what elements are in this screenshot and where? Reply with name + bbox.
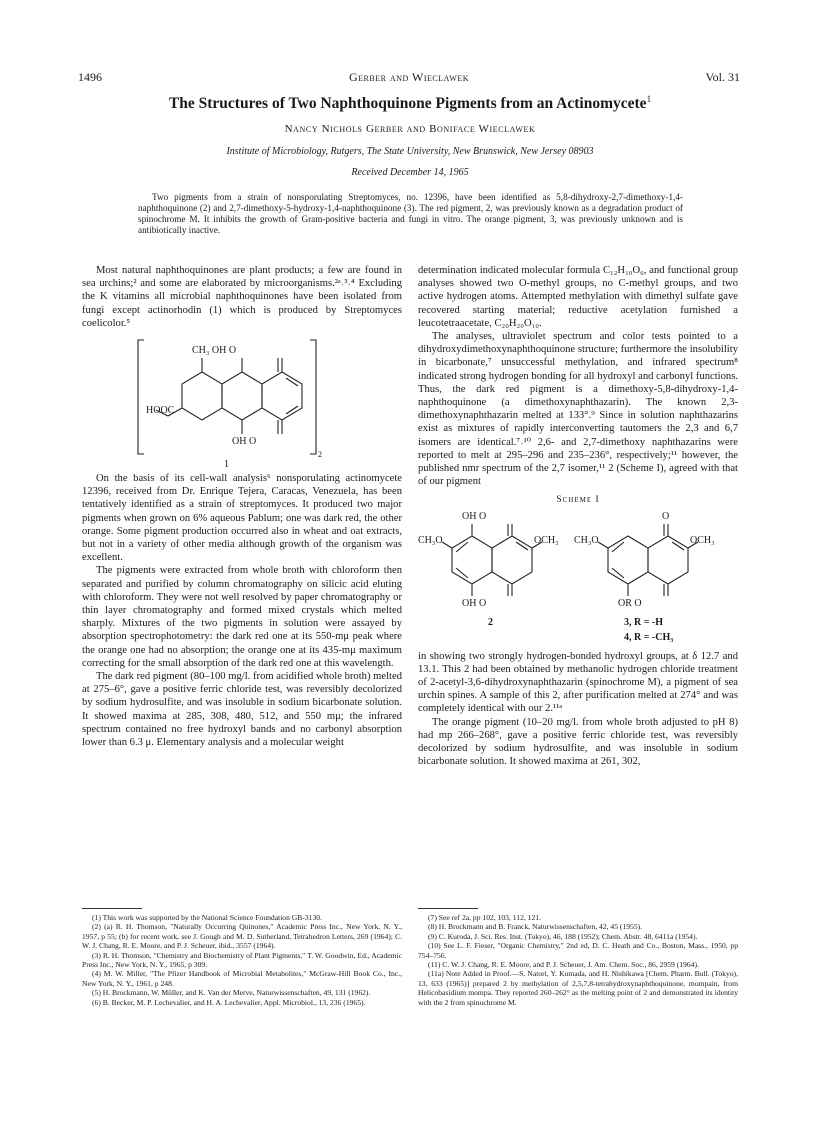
structure-actinorhodin: [82, 332, 402, 472]
c2-bottom-label: OH O: [462, 597, 487, 609]
c3-number: 3, R = -H: [624, 616, 664, 628]
footnotes-right: [418, 913, 738, 1007]
footnote: (9) C. Kuroda, J. Sci. Res. Inst. (Tokyo), 46, 188 (1952); Chem. Abstr. 48, 6411a (1954).: [428, 931, 698, 941]
c2-right-label: OCH₃: [534, 534, 559, 546]
paragraph: in showing two strongly hydrogen-bonded hydroxyl groups, at δ 12.7 and 13.1. This 2 had been obtained by methanolic hydrogen chloride treatment of 2-acetyl-3,6-dihydroxynaphthazarin (spinochrome M), a pigment of sea urchin spines. A sample of this 2, after purification melted at 274° and was completely identical with our 2.¹¹ᵃ: [418, 650, 738, 715]
footnote: (8) H. Brockmann and B. Franck, Naturwissenschaften, 42, 45 (1955).: [428, 922, 643, 932]
actinorhodin-structure-drawing: [82, 332, 402, 472]
structure-label-hooc: HOOC: [146, 405, 175, 417]
running-authors: Gerber and Wieclawek: [348, 70, 469, 84]
paragraph: Most natural naphthoquinones are plant products; a few are found in sea urchins;² and some are elaborated by microorganisms.²ᵃ˒³˒⁴ Excluding the K vitamins all microbial naphthoquinones have been isolated from fungi except actinorhodin (1) which is produced by Streptomyces coelicolor.⁵: [82, 265, 402, 329]
c3-bottom-label: OR O: [618, 597, 642, 609]
c2-number: 2: [488, 616, 493, 628]
footnote: (11a) Note Added in Proof.—S. Natori, Y. Kumada, and H. Nishikawa [Chem. Pharm. Bull. (Tokyo), 13, 633 (1965)] prepared 2 by methylation of 2,5,7,8-tetrahydroxynaphthoquinone, mompain, from Helicobasidium mompa. They reported 260–262° as the melting point of 2 and demonstrated its identity with the 2 from spinochrome M.: [418, 969, 738, 1007]
scheme-title: Scheme I: [556, 495, 600, 506]
footnote: (3) R. H. Thomson, "Chemistry and Biochemistry of Plant Pigments," T. W. Goodwin, Ed., Academic Press Inc., New York, N. Y., 1965, p 309.: [82, 950, 402, 970]
footnote: (1) This work was supported by the National Science Foundation GB-3130.: [92, 913, 322, 922]
footnote: (4) M. W. Miller, "The Pfizer Handbook of Microbial Metabolites," McGraw-Hill Book Co., Inc., New York, N. Y., 1961, p 248.: [82, 969, 402, 988]
paragraph: The pigments were extracted from whole broth with chloroform then separated and purified by column chromatography on silicic acid eluting with chloroform. They were not well resolved by paper chromatography or thin layer chromatography and formed mixed crystals which melted sharply. Mixtures of the two pigments in solution were assayed by absorption spectrophotometry: the dark red one at its 550-mμ peak where the orange one had no absorption; the orange one at its 435-mμ maximum correcting for the small absorption of the dark red one at this wavelength.: [82, 565, 402, 669]
footnote: (10) See L. F. Fieser, "Organic Chemistry," 2nd ed, D. C. Heath and Co., Boston, Mass., 1950, pp 754–756.: [418, 941, 738, 960]
paragraph: On the basis of its cell-wall analysis⁶ nonsporulating actinomycete 12396, received from Dr. Enrique Tejera, Caracas, Venezuela, has been tentatively identified as a strain of streptomyces. It produced two major pigments when grown on 6% aqueous Pablum; one was dark red, the other orange. Some pigment production occurred also in wheat and oat extracts, but not in a variety of other media although growth of the organism was excellent.: [82, 473, 402, 564]
c3-right-label: OCH₃: [690, 534, 715, 546]
c2-left-label: CH₃O: [418, 534, 443, 546]
affiliation: Institute of Microbiology, Rutgers, The State University, New Brunswick, New Jersey 08903: [226, 146, 594, 157]
footnote: (5) H. Brockmann, W. Müller, and K. Van der Merve, Naturwissenschaften, 49, 131 (1962).: [92, 988, 371, 998]
scheme-1: [418, 510, 738, 650]
footnotes-left: [82, 913, 402, 1007]
paragraph: The orange pigment (10–20 mg/l. from whole broth adjusted to pH 8) had mp 266–268°, gave a positive ferric chloride test, was reversibly decolorized by sodium hydrosulfite, and was insoluble in sodium bicarbonate solution. It showed maxima at 261, 302,: [418, 716, 738, 768]
paragraph: determination indicated molecular formula C₁₂H₁₀O₆, and functional group analyses showed two O-methyl groups, no C-methyl groups, and two active hydrogen atoms. Attempted methylation with dimethyl sulfate gave recovered starting material; reductive acetylation furnished a leucotetraacetate, C₂₀H₂₀O₁₀.: [418, 265, 738, 329]
c4-number: 4, R = -CH₃: [624, 631, 674, 643]
structure-subscript: 2: [318, 450, 322, 460]
running-head: [78, 70, 740, 86]
c3-top-label: O: [662, 510, 670, 522]
title-footnote-mark: 1: [646, 94, 652, 104]
footnote: (11) C. W. J. Chang, R. E. Moore, and P. J. Scheuer, J. Am. Chem. Soc., 86, 2959 (1964).: [428, 960, 699, 970]
volume-label: Vol. 31: [705, 70, 740, 84]
article-authors: Nancy Nichols Gerber and Boniface Wieclawek: [284, 123, 536, 135]
c2-top-label: OH O: [462, 510, 487, 522]
c3-left-label: CH₃O: [574, 534, 599, 546]
footnote-rule: [418, 908, 478, 909]
paragraph: The analyses, ultraviolet spectrum and color tests pointed to a dihydroxydimethoxynaphthoquinone structure; furthermore the insolubility in bicarbonate,⁷ unsuccessful methylation, and infrared spectrum⁸ indicated strong hydrogen bonding for all hydroxyl and carbonyl functions. Thus, the dark red pigment is a dimethoxy-5,8-dihydroxy-1,4-naphthoquinone (a dimethoxynaphthazarin). The known 2,3-dimethoxynaphthazarin melted at 133°.⁹ Since in solution naphthazarins exist as mixtures of rapidly interconverting tautomers the 2,3 and 6,7 isomers are identical.⁷˒¹⁰ 2,6- and 2,7-dimethoxy naphthazarins were reported to melt at 295–296 and 235–236°, respectively;¹¹ however, the published nmr spectrum of the 2,7 isomer,¹¹ 2 (Scheme I), agreed with that of our pigment: [418, 331, 738, 488]
right-column: [418, 264, 738, 768]
structure-number: 1: [224, 459, 229, 471]
footnote-rule: [82, 908, 142, 909]
footnote: (2) (a) R. H. Thomson, "Naturally Occurring Quinones," Academic Press Inc., New York, N. Y., 1957, p 55; (b) for recent work, see J. Gough and M. D. Sutherland, Tetrahedron Letters, 269 (1964); C. W. J. Chang, R. E. Moore, and P. J. Scheuer, ibid., 3557 (1964).: [82, 922, 402, 951]
footnote: (7) See ref 2a, pp 102, 103, 112, 121.: [428, 913, 541, 922]
paragraph: The dark red pigment (80–100 mg/l. from acidified whole broth) melted at 275–6°, gave a positive ferric chloride test, was reversibly decolorized by sodium hydrosulfite, and was insoluble in sodium bicarbonate solution. It showed maxima at 285, 308, 480, 512, and 550 mμ; the infrared spectrum contained no free hydroxyl bands and no carbonyl absorption lower than 6.3 μ. Elementary analysis and a molecular weight: [82, 671, 402, 749]
structure-label-top: CH₃ OH O: [192, 345, 237, 357]
scheme-structures-drawing: [418, 510, 738, 650]
left-column: [82, 264, 402, 749]
received-date: Received December 14, 1965: [351, 167, 469, 178]
article-title-text: The Structures of Two Naphthoquinone Pigments from an Actinomycete: [168, 95, 647, 113]
abstract: Two pigments from a strain of nonsporulating Streptomyces, no. 12396, have been identified as 5,8-dihydroxy-2,7-dimethoxy-1,4-naphthoquinone (2) and 2,7-dimethoxy-5-hydroxy-1,4-naphthoquinone (3). The red pigment, 2, was previously known as a degradation product of spinochrome M. It inhibits the growth of Gram-positive bacteria and fungi in vitro. The orange pigment, 3, was previously unknown and is antibiotically inactive.: [138, 192, 683, 235]
footnote: (6) B. Becker, M. P. Lechevalier, and H. A. Lechevalier, Appl. Microbiol., 13, 236 (1965).: [92, 997, 366, 1007]
article-title: [60, 94, 760, 113]
structure-label-bottom: OH O: [232, 436, 257, 448]
page-number: 1496: [78, 70, 102, 84]
